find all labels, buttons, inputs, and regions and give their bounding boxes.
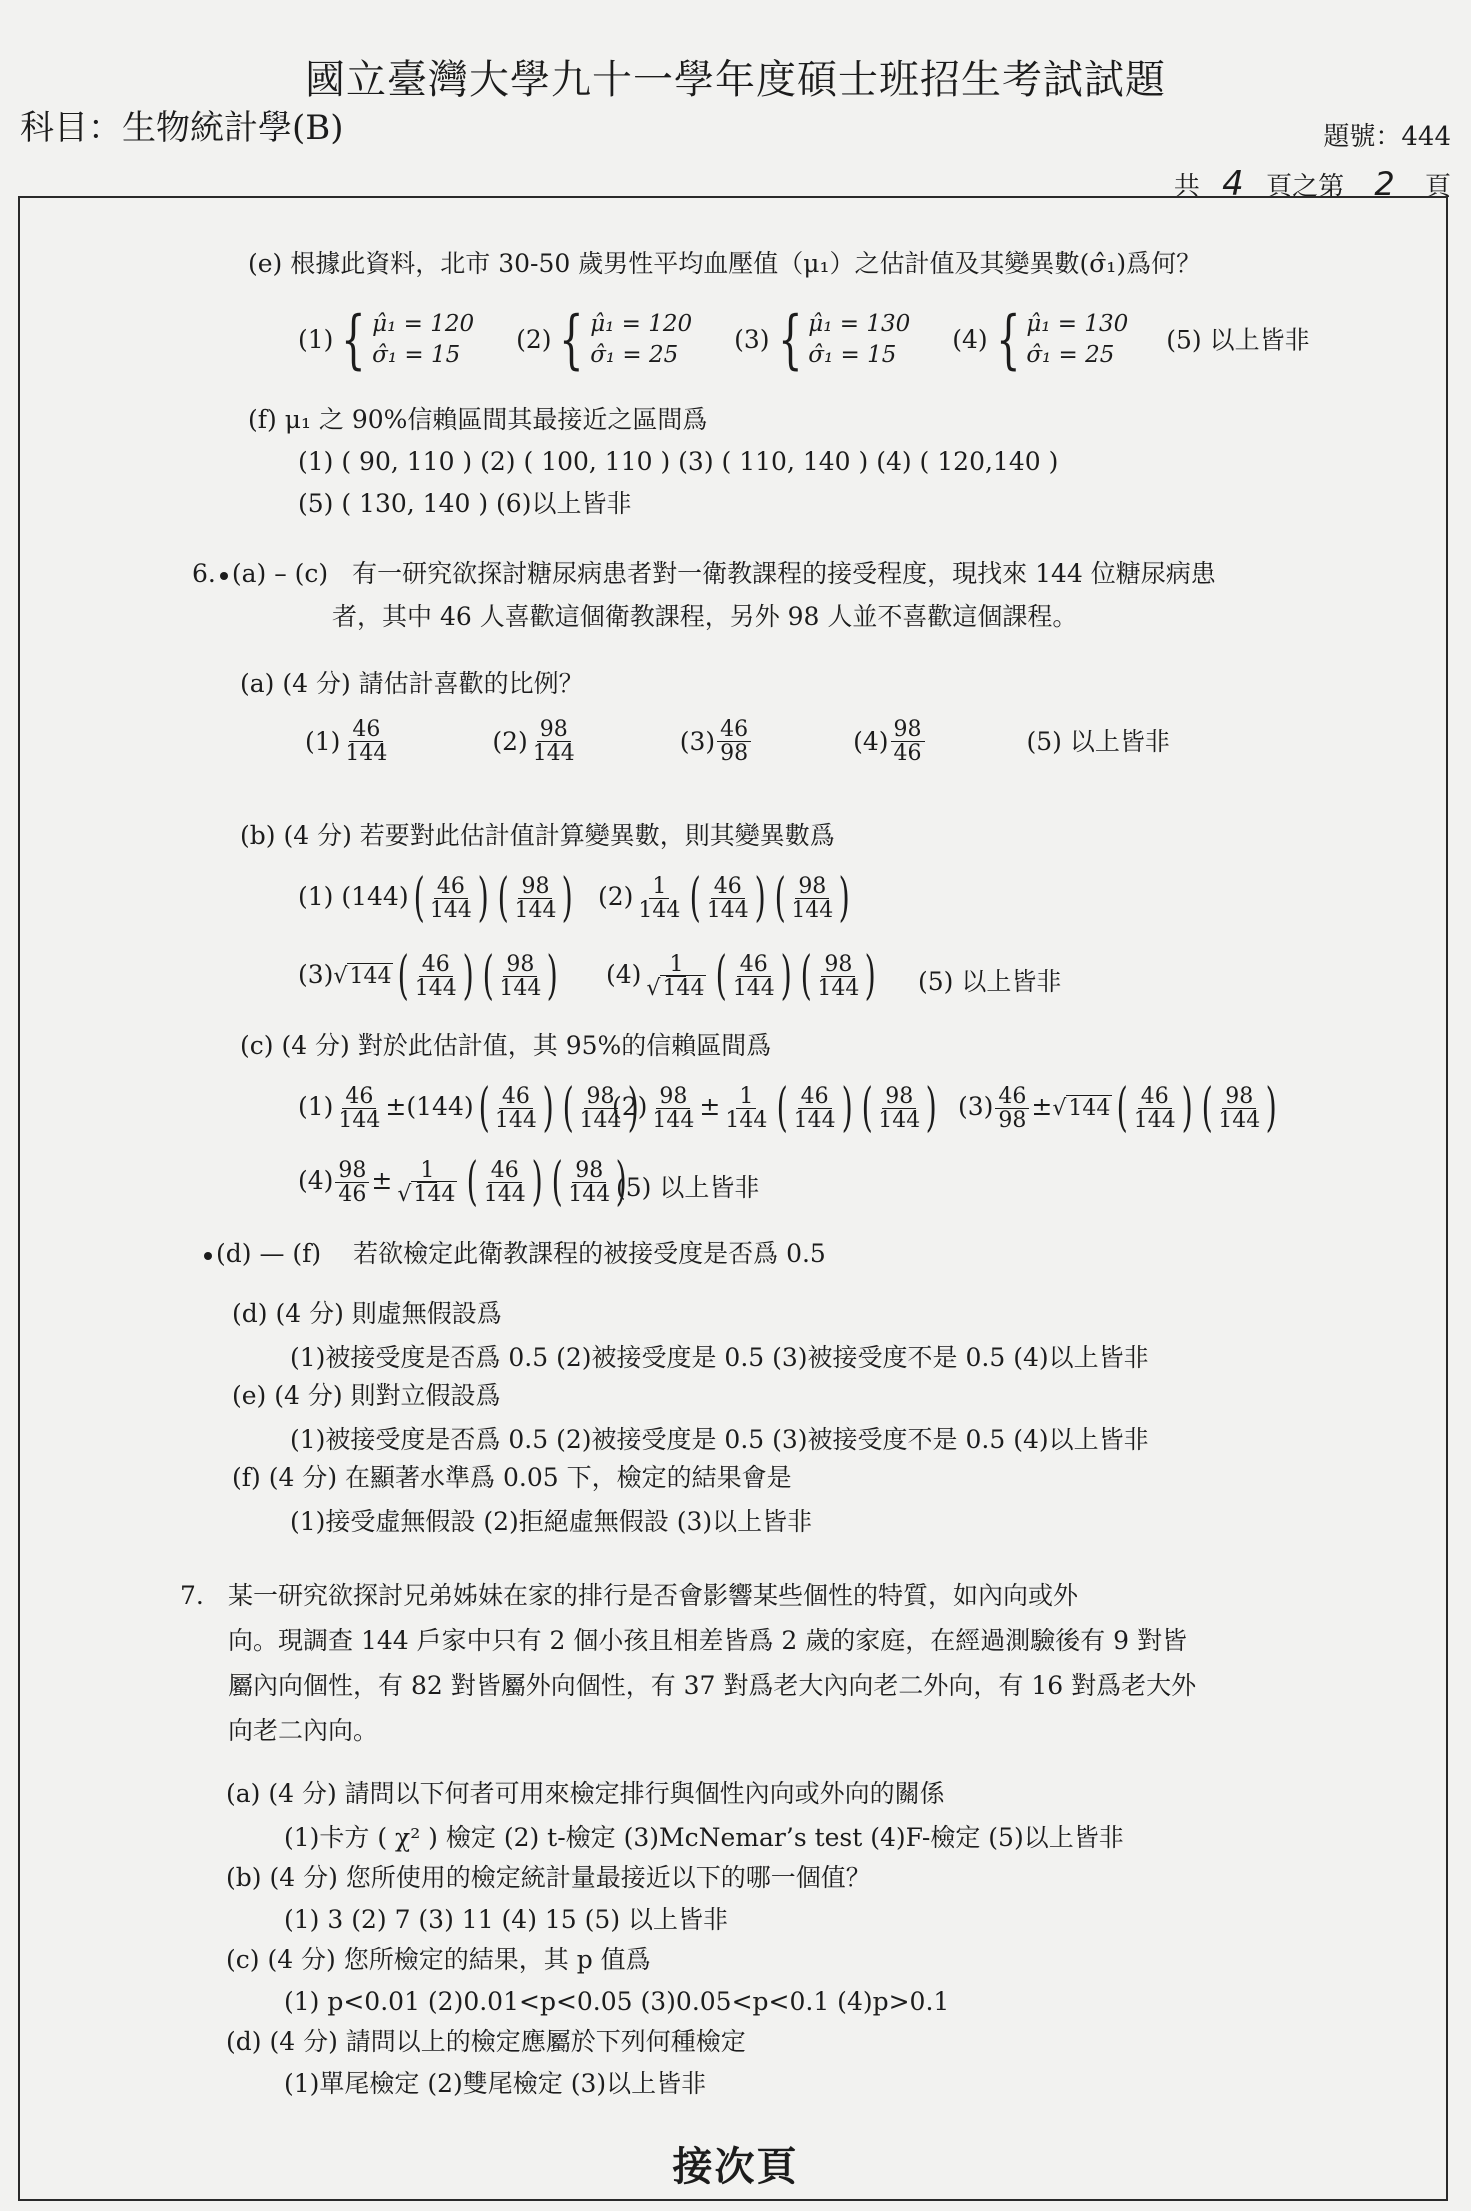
q6c-option-5: (5) 以上皆非 [616,1173,760,1202]
page-current-handwritten: 2 [1374,165,1395,203]
q7-stem-line1: 某一研究欲探討兄弟姊妹在家的排行是否會影響某些個性的特質，如內向或外 [228,1581,1079,1610]
q5e-options [298,300,1310,380]
q6b-option-2: (2) $\frac{1}{144}$ ( $\frac{46}{144}$ ) ( $\frac{98}{144}$ ) [598,866,855,931]
q6d-options: (1)被接受度是否爲 0.5 (2)被接受度是 0.5 (3)被接受度不是 0.5 (4)以上皆非 [290,1343,1149,1372]
q6e-options: (1)被接受度是否爲 0.5 (2)被接受度是 0.5 (3)被接受度不是 0.5 (4)以上皆非 [290,1425,1149,1454]
q7d-options: (1)單尾檢定 (2)雙尾檢定 (3)以上皆非 [284,2069,707,2098]
q6d-stem: (d) (4 分) 則虛無假設爲 [232,1299,502,1328]
q7-stem-line4: 向老二內向。 [228,1716,379,1745]
q6a-option-2: (2) $\frac{98}{144}$ [492,717,575,767]
q7-stem-line3: 屬內向個性，有 82 對皆屬外向個性，有 37 對爲老大內向老二外向，有 16 對爲老大外 [228,1671,1197,1700]
bullet-mark [220,572,228,580]
q5e-option-2: (2) { μ̂₁ = 120 σ̂₁ = 25 [516,303,693,377]
q7-number: 7. [180,1581,204,1610]
q6a-options [305,718,1170,765]
q5e-stem: (e) 根據此資料，北市 30-50 歲男性平均血壓值（μ₁）之估計值及其變異數(σ̂₁)爲何？ [248,249,1202,278]
q5e-option-1: (1) { μ̂₁ = 120 σ̂₁ = 15 [298,303,475,377]
q7c-stem: (c) (4 分) 您所檢定的結果，其 p 值爲 [226,1945,651,1974]
q6e-stem: (e) (4 分) 則對立假設爲 [232,1381,501,1410]
q7b-stem: (b) (4 分) 您所使用的檢定統計量最接近以下的哪一個值？ [226,1863,871,1892]
q6b-option-4: (4) $\frac{1}{√144}$ ( $\frac{46}{144}$ ) ( $\frac{98}{144}$ ) [606,944,881,1009]
q7c-options: (1) p<0.01 (2)0.01<p<0.05 (3)0.05<p<0.1 (4)p>0.1 [284,1987,950,2016]
q6c-option-1: (1) $\frac{46}{144}$ ±(144) ( $\frac{46}{144}$ ) ( $\frac{98}{144}$ ) [298,1076,643,1141]
q6a-option-5: (5) 以上皆非 [1026,726,1170,756]
q6-stem-line2: 者，其中 46 人喜歡這個衛教課程，另外 98 人並不喜歡這個課程。 [332,602,1078,631]
q6b-option-5: (5) 以上皆非 [918,967,1062,996]
q6a-option-4: (4) $\frac{98}{46}$ [853,718,926,765]
q5f-options-line1: (1) ( 90, 110 ) (2) ( 100, 110 ) (3) ( 110, 140 ) (4) ( 120,140 ) [298,447,1059,476]
page-info: 共 4 頁之第 2 頁 [1173,164,1451,204]
q6a-option-3: (3) $\frac{46}{98}$ [680,718,753,765]
q7b-options: (1) 3 (2) 7 (3) 11 (4) 15 (5) 以上皆非 [284,1905,729,1934]
q6a-stem: (a) (4 分) 請估計喜歡的比例？ [240,669,584,698]
q7d-stem: (d) (4 分) 請問以上的檢定應屬於下列何種檢定 [226,2027,746,2056]
q6c-stem: (c) (4 分) 對於此估計值，其 95%的信賴區間爲 [240,1031,772,1060]
q6-header: 6. (a) – (c) 有一研究欲探討糖尿病患者對一衛教課程的接受程度，現找來 144 位糖尿病患 [192,559,1216,588]
q5e-option-3: (3) { μ̂₁ = 130 σ̂₁ = 15 [734,303,911,377]
q6c-option-2: (2) $\frac{98}{144}$ ± $\frac{1}{144}$ ( $\frac{46}{144}$ ) ( $\frac{98}{144}$ ) [612,1076,942,1141]
q5e-option-4: (4) { μ̂₁ = 130 σ̂₁ = 25 [952,303,1129,377]
question-code: 題號：444 [1323,122,1451,152]
page-total-handwritten: 4 [1222,164,1244,204]
q6df-header: (d) — (f) 若欲檢定此衛教課程的被接受度是否爲 0.5 [200,1238,826,1269]
q6c-option-4: (4) $\frac{98}{46}$ ± $\frac{1}{√144}$ ( $\frac{46}{144}$ ) ( $\frac{98}{144}$ ) [298,1150,632,1215]
q7a-options: (1)卡方 ( χ² ) 檢定 (2) t-檢定 (3)McNemar’s test (4)F-檢定 (5)以上皆非 [284,1823,1124,1852]
q5e-option-5: (5) 以上皆非 [1166,325,1310,355]
q6f-options: (1)接受虛無假設 (2)拒絕虛無假設 (3)以上皆非 [290,1507,813,1536]
exam-title: 國立臺灣大學九十一學年度碩士班招生考試試題 [305,57,1166,103]
subject-label: 科目：生物統計學(B) [20,108,344,148]
next-page-note: 接次頁 [672,2143,799,2190]
q6b-option-1: (1) (144) ( $\frac{46}{144}$ ) ( $\frac{98}{144}$ ) [298,866,578,931]
q6b-stem: (b) (4 分) 若要對此估計值計算變異數，則其變異數爲 [240,821,835,850]
bullet-mark [204,1252,212,1260]
q6f-stem: (f) (4 分) 在顯著水準爲 0.05 下，檢定的結果會是 [232,1463,792,1492]
q6b-option-3: (3)√144 ( $\frac{46}{144}$ ) ( $\frac{98}{144}$ ) [298,944,563,1009]
q6a-option-1: (1) $\frac{46}{144}$ [305,717,388,767]
q7a-stem: (a) (4 分) 請問以下何者可用來檢定排行與個性內向或外向的關係 [226,1779,945,1808]
q6c-option-3: (3) $\frac{46}{98}$ ±√144 ( $\frac{46}{144}$ ) ( $\frac{98}{144}$ ) [958,1076,1282,1141]
q5f-stem: (f) μ₁ 之 90%信賴區間其最接近之區間爲 [248,405,708,434]
q7-stem-line2: 向。現調查 144 戶家中只有 2 個小孩且相差皆爲 2 歲的家庭，在經過測驗後有 9 對皆 [228,1626,1188,1655]
q5f-options-line2: (5) ( 130, 140 ) (6)以上皆非 [298,489,632,518]
